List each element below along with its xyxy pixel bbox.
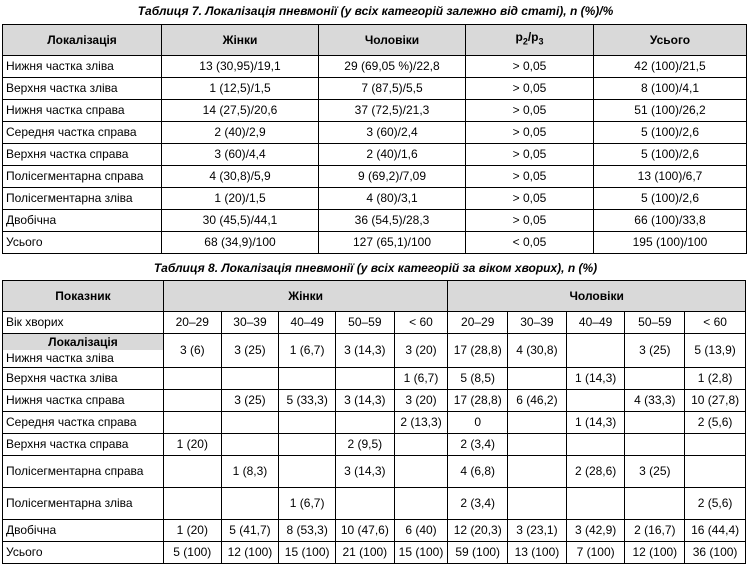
table8-cell: 3 (20)	[394, 334, 448, 368]
table8-cell: 5 (41,7)	[221, 520, 279, 542]
table8-cell: 59 (100)	[448, 542, 508, 564]
table7-row-label: Верхня частка справа	[3, 144, 162, 166]
table8-row-label: Нижня частка зліва	[3, 350, 164, 368]
table8-age-row	[3, 312, 746, 334]
age-group-cell: 20–29	[448, 312, 508, 334]
table7-cell: 3 (60)/2,4	[319, 122, 466, 144]
table7-cell: 1 (20)/1,5	[162, 188, 319, 210]
table8-header-indicator: Показник	[3, 281, 164, 312]
table8-cell: 2 (9,5)	[335, 434, 394, 456]
table8-cell	[566, 334, 625, 368]
table8-cell	[394, 434, 448, 456]
table8-cell	[221, 412, 279, 434]
table7-row-label: Двобічна	[3, 210, 162, 232]
table8-row	[3, 542, 746, 564]
table8-cell: 2 (13,3)	[394, 412, 448, 434]
table8-row	[3, 434, 746, 456]
table7-cell: 195 (100)/100	[594, 232, 747, 254]
table8-cell: 15 (100)	[279, 542, 336, 564]
table8-cell: 2 (3,4)	[448, 488, 508, 520]
table8-cell	[566, 488, 625, 520]
table8-header-men: Чоловіки	[448, 281, 746, 312]
table8-cell	[508, 368, 567, 390]
table8-row-label: Двобічна	[3, 520, 164, 542]
table7-row	[3, 210, 747, 232]
table7-cell: < 0,05	[466, 232, 594, 254]
table7-header-localization: Локалізація	[3, 25, 162, 56]
table8-cell	[625, 412, 685, 434]
age-group-cell: 30–39	[508, 312, 567, 334]
table8-cell: 4 (30,8)	[508, 334, 567, 368]
table8-cell: 3 (25)	[625, 334, 685, 368]
table8-cell: 3 (42,9)	[566, 520, 625, 542]
table7-cell: 3 (60)/4,4	[162, 144, 319, 166]
table8-row-label: Полісегментарна зліва	[3, 488, 164, 520]
table8-cell: 1 (20)	[163, 434, 221, 456]
age-group-cell: 40–49	[279, 312, 336, 334]
table7-cell: 9 (69,2)/7,09	[319, 166, 466, 188]
table8-cell: 2 (3,4)	[448, 434, 508, 456]
table8-cell: 3 (23,1)	[508, 520, 567, 542]
table8-caption: Таблиця 8. Локалізація пневмонії (у всіх категорій за віком хворих), n (%)	[153, 261, 598, 275]
table8-cell: 10 (47,6)	[335, 520, 394, 542]
table7-row	[3, 232, 747, 254]
table8-cell: 2 (5,6)	[685, 488, 746, 520]
table8-cell: 3 (25)	[625, 456, 685, 488]
table7-cell: 36 (54,5)/28,3	[319, 210, 466, 232]
table7-row-label: Полісегментарна зліва	[3, 188, 162, 210]
table7-header-men: Чоловіки	[319, 25, 466, 56]
table8-row	[3, 412, 746, 434]
table8-cell: 1 (14,3)	[566, 368, 625, 390]
age-group-cell: < 60	[685, 312, 746, 334]
table8-cell: 6 (40)	[394, 520, 448, 542]
table8-cell	[163, 412, 221, 434]
table8-cell: 1 (2,8)	[685, 368, 746, 390]
table8-cell	[685, 434, 746, 456]
table8-cell: 8 (53,3)	[279, 520, 336, 542]
table7-row	[3, 122, 747, 144]
table8-row	[3, 390, 746, 412]
table8-cell: 5 (13,9)	[685, 334, 746, 368]
table7-cell: 1 (12,5)/1,5	[162, 78, 319, 100]
age-group-cell: 50–59	[625, 312, 685, 334]
table8-cell	[508, 488, 567, 520]
table7-row-label: Середня частка справа	[3, 122, 162, 144]
table8-row-label: Усього	[3, 542, 164, 564]
table8-cell: 2 (28,6)	[566, 456, 625, 488]
table8-cell: 16 (44,4)	[685, 520, 746, 542]
table8-row-label: Полісегментарна справа	[3, 456, 164, 488]
table8-cell	[625, 488, 685, 520]
table7-cell: 29 (69,05 %)/22,8	[319, 56, 466, 78]
table8-cell: 3 (25)	[221, 334, 279, 368]
table8-cell: 3 (14,3)	[335, 334, 394, 368]
table7-row	[3, 78, 747, 100]
table8-cell	[625, 434, 685, 456]
table7-caption: Таблиця 7. Локалізація пневмонії (у всіх категорій залежно від статі), n (%)/%	[137, 4, 614, 18]
table7-cell: 51 (100)/26,2	[594, 100, 747, 122]
table7-row	[3, 188, 747, 210]
table8-cell: 12 (100)	[221, 542, 279, 564]
table7-row-label: Нижня частка зліва	[3, 56, 162, 78]
table8-cell: 2 (16,7)	[625, 520, 685, 542]
table8-cell: 1 (6,7)	[279, 488, 336, 520]
table8-cell	[163, 456, 221, 488]
table7-cell: 42 (100)/21,5	[594, 56, 747, 78]
table8-cell: 17 (28,8)	[448, 390, 508, 412]
table8-cell: 1 (14,3)	[566, 412, 625, 434]
table8-cell: 3 (25)	[221, 390, 279, 412]
table8-cell	[566, 390, 625, 412]
table8-cell: 4 (6,8)	[448, 456, 508, 488]
table7-row-label: Нижня частка справа	[3, 100, 162, 122]
table8-cell	[279, 368, 336, 390]
table8-cell	[394, 456, 448, 488]
table8-cell: 12 (100)	[625, 542, 685, 564]
table7-row	[3, 144, 747, 166]
table8-cell	[279, 434, 336, 456]
table8	[2, 280, 746, 564]
table8-header-row	[3, 281, 746, 312]
table8-cell	[685, 456, 746, 488]
table8-row-label: Середня частка справа	[3, 412, 164, 434]
localization-subheader: Локалізація	[3, 334, 164, 351]
table8-cell	[163, 488, 221, 520]
table7-row-label: Усього	[3, 232, 162, 254]
table8-cell: 10 (27,8)	[685, 390, 746, 412]
table7-row	[3, 100, 747, 122]
table7-cell: 66 (100)/33,8	[594, 210, 747, 232]
table8-cell: 3 (20)	[394, 390, 448, 412]
age-group-cell: 20–29	[163, 312, 221, 334]
table7-cell: 4 (80)/3,1	[319, 188, 466, 210]
table8-cell: 7 (100)	[566, 542, 625, 564]
table8-cell: 12 (20,3)	[448, 520, 508, 542]
table7-row	[3, 166, 747, 188]
table7-cell: > 0,05	[466, 188, 594, 210]
age-label: Вік хворих	[3, 312, 164, 334]
table8-cell: 36 (100)	[685, 542, 746, 564]
table7-cell: 37 (72,5)/21,3	[319, 100, 466, 122]
table7-cell: 7 (87,5)/5,5	[319, 78, 466, 100]
table7-cell: > 0,05	[466, 100, 594, 122]
table8-cell	[221, 434, 279, 456]
table8-cell: 3 (14,3)	[335, 456, 394, 488]
table8-cell: 2 (5,6)	[685, 412, 746, 434]
table8-cell	[508, 434, 567, 456]
table7-cell: 13 (100)/6,7	[594, 166, 747, 188]
table8-row	[3, 456, 746, 488]
table8-row-label: Верхня частка справа	[3, 434, 164, 456]
table8-row	[3, 368, 746, 390]
table8-cell	[508, 456, 567, 488]
table8-row-label: Верхня частка зліва	[3, 368, 164, 390]
age-group-cell: 30–39	[221, 312, 279, 334]
table8-cell: 1 (20)	[163, 520, 221, 542]
table8-row	[3, 488, 746, 520]
table7-cell: > 0,05	[466, 210, 594, 232]
table8-cell: 3 (6)	[163, 334, 221, 368]
table8-cell	[335, 368, 394, 390]
table7	[2, 24, 747, 254]
table7-cell: > 0,05	[466, 56, 594, 78]
table8-cell	[394, 488, 448, 520]
table7-cell: 5 (100)/2,6	[594, 144, 747, 166]
table7-cell: 8 (100)/4,1	[594, 78, 747, 100]
table8-cell: 1 (6,7)	[279, 334, 336, 368]
table7-cell: 68 (34,9)/100	[162, 232, 319, 254]
table7-cell: 127 (65,1)/100	[319, 232, 466, 254]
table8-cell: 3 (14,3)	[335, 390, 394, 412]
table8-localization-subheader	[3, 334, 746, 351]
table7-cell: 13 (30,95)/19,1	[162, 56, 319, 78]
p-sub2: 3	[538, 36, 544, 47]
table8-cell: 1 (8,3)	[221, 456, 279, 488]
table7-header-p	[466, 25, 594, 56]
table7-row-label: Верхня частка зліва	[3, 78, 162, 100]
table8-cell: 1 (6,7)	[394, 368, 448, 390]
table7-row	[3, 56, 747, 78]
table7-cell: 5 (100)/2,6	[594, 122, 747, 144]
table8-cell	[508, 412, 567, 434]
p-sub1: 2	[522, 36, 528, 47]
table7-cell: 14 (27,5)/20,6	[162, 100, 319, 122]
table7-cell: 2 (40)/1,6	[319, 144, 466, 166]
age-group-cell: 50–59	[335, 312, 394, 334]
table8-row-label: Нижня частка справа	[3, 390, 164, 412]
table8-header-women: Жінки	[163, 281, 447, 312]
table7-cell: 4 (30,8)/5,9	[162, 166, 319, 188]
table8-cell	[335, 488, 394, 520]
table7-cell: > 0,05	[466, 166, 594, 188]
table8-cell	[221, 368, 279, 390]
table8-cell: 5 (33,3)	[279, 390, 336, 412]
table8-cell	[163, 368, 221, 390]
table8-cell: 15 (100)	[394, 542, 448, 564]
table8-cell	[625, 368, 685, 390]
p-main: p	[515, 30, 523, 45]
table7-cell: 30 (45,5)/44,1	[162, 210, 319, 232]
table8-cell: 13 (100)	[508, 542, 567, 564]
table8-row	[3, 520, 746, 542]
table8-cell: 0	[448, 412, 508, 434]
table7-header-total: Усього	[594, 25, 747, 56]
table8-cell: 17 (28,8)	[448, 334, 508, 368]
age-group-cell: 40–49	[566, 312, 625, 334]
table8-cell	[335, 412, 394, 434]
table7-header-women: Жінки	[162, 25, 319, 56]
table7-row-label: Полісегментарна справа	[3, 166, 162, 188]
table8-cell: 5 (8,5)	[448, 368, 508, 390]
table8-cell: 5 (100)	[163, 542, 221, 564]
table7-cell: 5 (100)/2,6	[594, 188, 747, 210]
table8-cell	[163, 390, 221, 412]
age-group-cell: < 60	[394, 312, 448, 334]
table7-cell: > 0,05	[466, 78, 594, 100]
table7-header-row	[3, 25, 747, 56]
table8-cell	[279, 412, 336, 434]
table8-cell	[279, 456, 336, 488]
table7-cell: 2 (40)/2,9	[162, 122, 319, 144]
table8-cell	[221, 488, 279, 520]
table7-cell: > 0,05	[466, 144, 594, 166]
table8-cell	[566, 434, 625, 456]
table8-cell: 4 (33,3)	[625, 390, 685, 412]
table8-cell: 21 (100)	[335, 542, 394, 564]
p-slash: /p	[527, 30, 539, 45]
table8-cell: 6 (46,2)	[508, 390, 567, 412]
table7-cell: > 0,05	[466, 122, 594, 144]
